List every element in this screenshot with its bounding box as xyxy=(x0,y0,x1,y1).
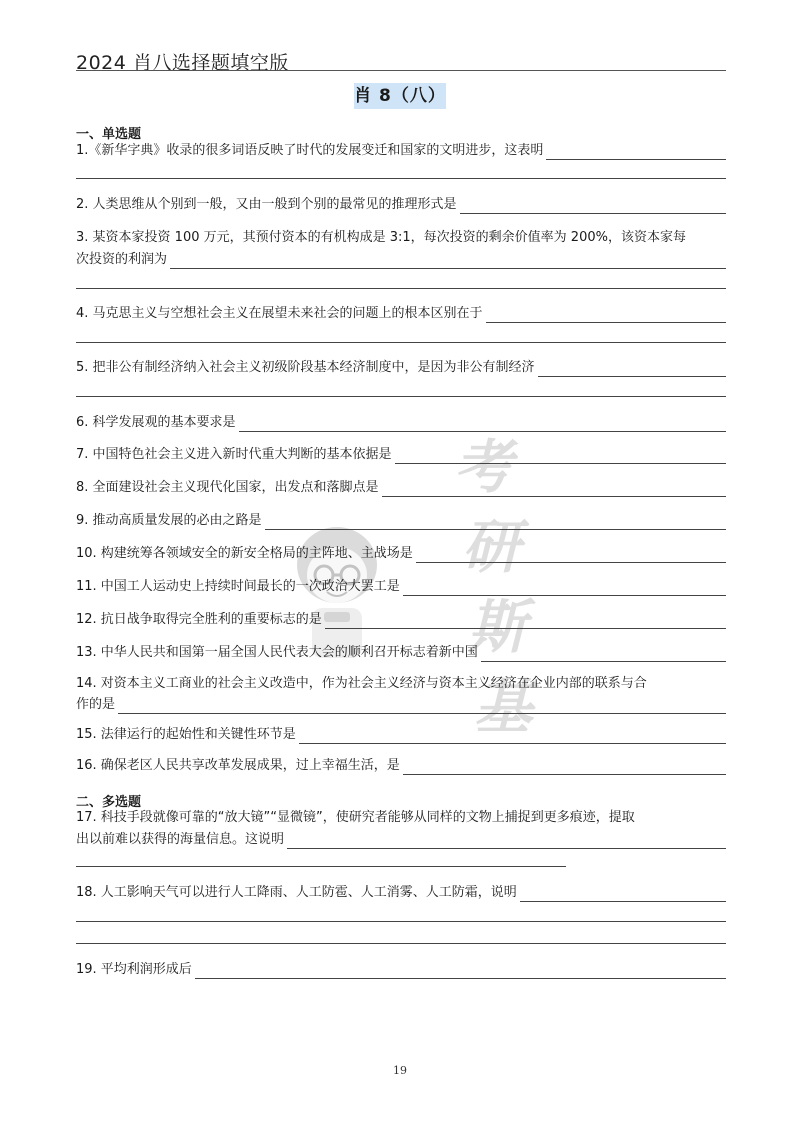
answer-blank[interactable] xyxy=(403,760,726,775)
answer-line[interactable] xyxy=(76,178,726,179)
answer-blank[interactable] xyxy=(265,515,726,530)
question-text: 10. 构建统筹各领域安全的新安全格局的主阵地、主战场是 xyxy=(76,546,413,561)
question-text: 9. 推动高质量发展的必由之路是 xyxy=(76,513,262,528)
question-4 xyxy=(76,305,726,323)
question-14-line-2 xyxy=(76,696,726,714)
question-text: 4. 马克思主义与空想社会主义在展望未来社会的问题上的根本区别在于 xyxy=(76,306,483,321)
question-19 xyxy=(76,961,726,979)
question-17-line-2 xyxy=(76,831,726,849)
question-text: 3. 某资本家投资 100 万元，其预付资本的有机构成是 3:1，每次投资的剩余价值率为 200%，该资本家每 xyxy=(76,230,686,245)
answer-blank[interactable] xyxy=(287,834,726,849)
document-title: 2024 肖八选择题填空版 xyxy=(76,52,289,74)
watermark-char: 基 xyxy=(474,673,533,741)
watermark-char: 斯 xyxy=(468,593,527,661)
section-heading-multi: 二、多选题 xyxy=(76,795,142,810)
title-divider xyxy=(76,70,726,71)
answer-blank[interactable] xyxy=(520,887,726,902)
answer-line[interactable] xyxy=(76,288,726,289)
question-text: 作的是 xyxy=(76,697,116,712)
question-text: 14. 对资本主义工商业的社会主义改造中，作为社会主义经济与资本主义经济在企业内部的联系与合 xyxy=(76,676,647,691)
answer-blank[interactable] xyxy=(299,729,726,744)
question-14-line-1 xyxy=(76,675,726,693)
answer-line[interactable] xyxy=(76,921,726,922)
answer-line[interactable] xyxy=(76,866,566,867)
question-text: 5. 把非公有制经济纳入社会主义初级阶段基本经济制度中，是因为非公有制经济 xyxy=(76,360,535,375)
question-text: 1.《新华字典》收录的很多词语反映了时代的发展变迁和国家的文明进步，这表明 xyxy=(76,143,544,158)
answer-blank[interactable] xyxy=(118,699,726,714)
question-9 xyxy=(76,512,726,530)
answer-blank[interactable] xyxy=(403,581,726,596)
question-8 xyxy=(76,479,726,497)
answer-line[interactable] xyxy=(76,396,726,397)
question-12 xyxy=(76,611,726,629)
answer-blank[interactable] xyxy=(239,417,726,432)
answer-blank[interactable] xyxy=(538,362,726,377)
question-7 xyxy=(76,446,726,464)
question-text: 6. 科学发展观的基本要求是 xyxy=(76,415,236,430)
watermark-char: 研 xyxy=(462,513,521,581)
question-text: 17. 科技手段就像可靠的“放大镜”“显微镜”，使研究者能够从同样的文物上捕捉到更多痕迹，提取 xyxy=(76,810,635,825)
answer-blank[interactable] xyxy=(170,254,726,269)
question-text: 15. 法律运行的起始性和关键性环节是 xyxy=(76,727,296,742)
page-number: 19 xyxy=(393,1064,407,1077)
section-heading-single: 一、单选题 xyxy=(76,127,142,142)
question-13 xyxy=(76,644,726,662)
question-3-line-2 xyxy=(76,251,726,269)
answer-blank[interactable] xyxy=(486,308,726,323)
question-11 xyxy=(76,578,726,596)
question-text: 次投资的利润为 xyxy=(76,252,168,267)
question-text: 8. 全面建设社会主义现代化国家，出发点和落脚点是 xyxy=(76,480,379,495)
question-18 xyxy=(76,884,726,902)
answer-blank[interactable] xyxy=(395,449,726,464)
answer-blank[interactable] xyxy=(325,614,726,629)
question-16 xyxy=(76,757,726,775)
question-15 xyxy=(76,726,726,744)
question-text: 19. 平均利润形成后 xyxy=(76,962,192,977)
question-5 xyxy=(76,359,726,377)
question-text: 18. 人工影响天气可以进行人工降雨、人工防雹、人工消雾、人工防霜，说明 xyxy=(76,885,517,900)
question-text: 11. 中国工人运动史上持续时间最长的一次政治大罢工是 xyxy=(76,579,400,594)
answer-blank[interactable] xyxy=(382,482,726,497)
question-10 xyxy=(76,545,726,563)
question-6 xyxy=(76,414,726,432)
question-3-line-1 xyxy=(76,229,726,247)
answer-blank[interactable] xyxy=(481,647,726,662)
answer-line[interactable] xyxy=(76,943,726,944)
question-text: 12. 抗日战争取得完全胜利的重要标志的是 xyxy=(76,612,322,627)
question-text: 16. 确保老区人民共享改革发展成果，过上幸福生活，是 xyxy=(76,758,400,773)
question-text: 出以前难以获得的海量信息。这说明 xyxy=(76,832,285,847)
unit-title-badge: 肖 8（八） xyxy=(354,83,446,109)
answer-line[interactable] xyxy=(76,342,726,343)
answer-blank[interactable] xyxy=(416,548,726,563)
watermark-char: 考 xyxy=(454,433,513,501)
answer-blank[interactable] xyxy=(460,199,726,214)
question-17-line-1 xyxy=(76,809,726,827)
answer-blank[interactable] xyxy=(195,964,726,979)
question-text: 13. 中华人民共和国第一届全国人民代表大会的顺利召开标志着新中国 xyxy=(76,645,478,660)
question-text: 7. 中国特色社会主义进入新时代重大判断的基本依据是 xyxy=(76,447,392,462)
question-2 xyxy=(76,196,726,214)
question-text: 2. 人类思维从个别到一般，又由一般到个别的最常见的推理形式是 xyxy=(76,197,457,212)
answer-blank[interactable] xyxy=(546,145,726,160)
question-1 xyxy=(76,142,726,160)
